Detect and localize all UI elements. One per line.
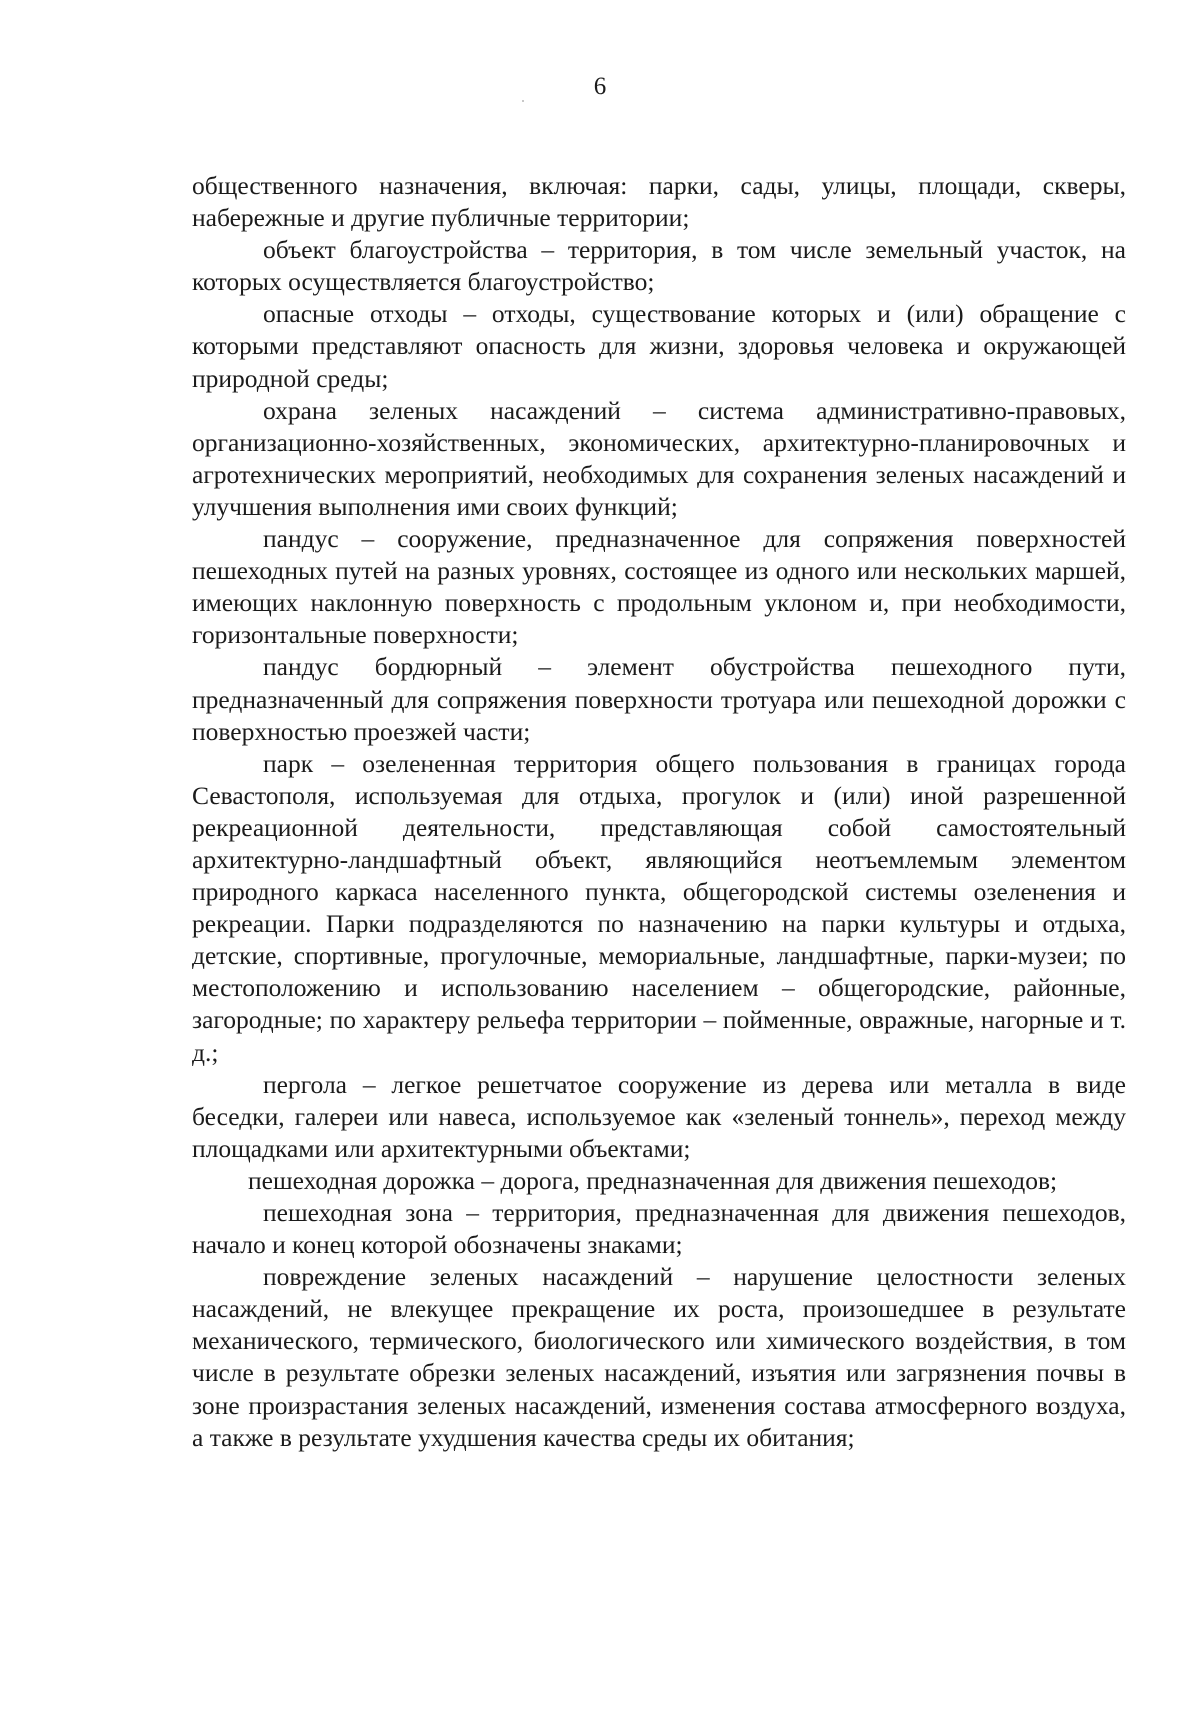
definition-pergola: пергола – легкое решетчатое сооружение из дерева или металла в виде беседки, галереи или навеса, используемое как «зеленый тоннель», переход между площадками или архитектурными объектами; [192, 1069, 1126, 1163]
definition-pedestrian-zone: пешеходная зона – территория, предназначенная для движения пешеходов, начало и конец которой обозначены знаками; [192, 1198, 1126, 1260]
definition-park: парк – озелененная территория общего пользования в границах города Севастополя, используемая для отдыха, прогулок и (или) иной разрешенной рекреационной деятельности, представляющая собой самостоятельный архитектурно-ландшафтный объект, являющийся неотъемлемым элементом природного каркаса населенного пункта, общегородской системы озеленения и рекреации. Парки подразделяются по назначению на парки культуры и отдыха, детские, спортивные, прогулочные, мемориальные, ландшафтные, парки-музеи; по местоположению и использованию населением – общегородские, районные, загородные; по характеру рельефа территории – пойменные, овражные, нагорные и т. д.; [192, 748, 1126, 1067]
definition-ramp: пандус – сооружение, предназначенное для сопряжения поверхностей пешеходных путей на разных уровнях, состоящее из одного или нескольких маршей, имеющих наклонную поверхность с продольным уклоном и, при необходимости, горизонтальные поверхности; [192, 524, 1126, 650]
definition-object-improvement: объект благоустройства – территория, в том числе земельный участок, на которых осуществляется благоустройство; [192, 235, 1126, 297]
definition-curb-ramp: пандус бордюрный – элемент обустройства пешеходного пути, предназначенный для сопряжения поверхности тротуара или пешеходной дорожки с поверхностью проезжей части; [192, 652, 1126, 746]
paragraph-continuation: общественного назначения, включая: парки, сады, улицы, площади, скверы, набережные и другие публичные территории; [192, 171, 1126, 233]
scan-speck [522, 100, 524, 102]
definition-green-protection: охрана зеленых насаждений – система административно-правовых, организационно-хозяйственных, экономических, архитектурно-планировочных и агротехнических мероприятий, необходимых для сохранения зеленых насаждений и улучшения выполнения ими своих функций; [192, 395, 1126, 521]
page-number: 6 [593, 73, 607, 100]
definition-hazardous-waste: опасные отходы – отходы, существование которых и (или) обращение с которыми представляют опасность для жизни, здоровья человека и окружающей природной среды; [192, 299, 1126, 393]
document-body [192, 170, 1126, 1454]
definition-footpath: пешеходная дорожка – дорога, предназначенная для движения пешеходов; [248, 1165, 1058, 1195]
definition-green-damage: повреждение зеленых насаждений – нарушение целостности зеленых насаждений, не влекущее прекращение их роста, произошедшее в результате механического, термического, биологического или химического воздействия, в том числе в результате обрезки зеленых насаждений, изъятия или загрязнения почвы в зоне произрастания зеленых насаждений, изменения состава атмосферного воздуха, а также в результате ухудшения качества среды их обитания; [192, 1262, 1126, 1452]
